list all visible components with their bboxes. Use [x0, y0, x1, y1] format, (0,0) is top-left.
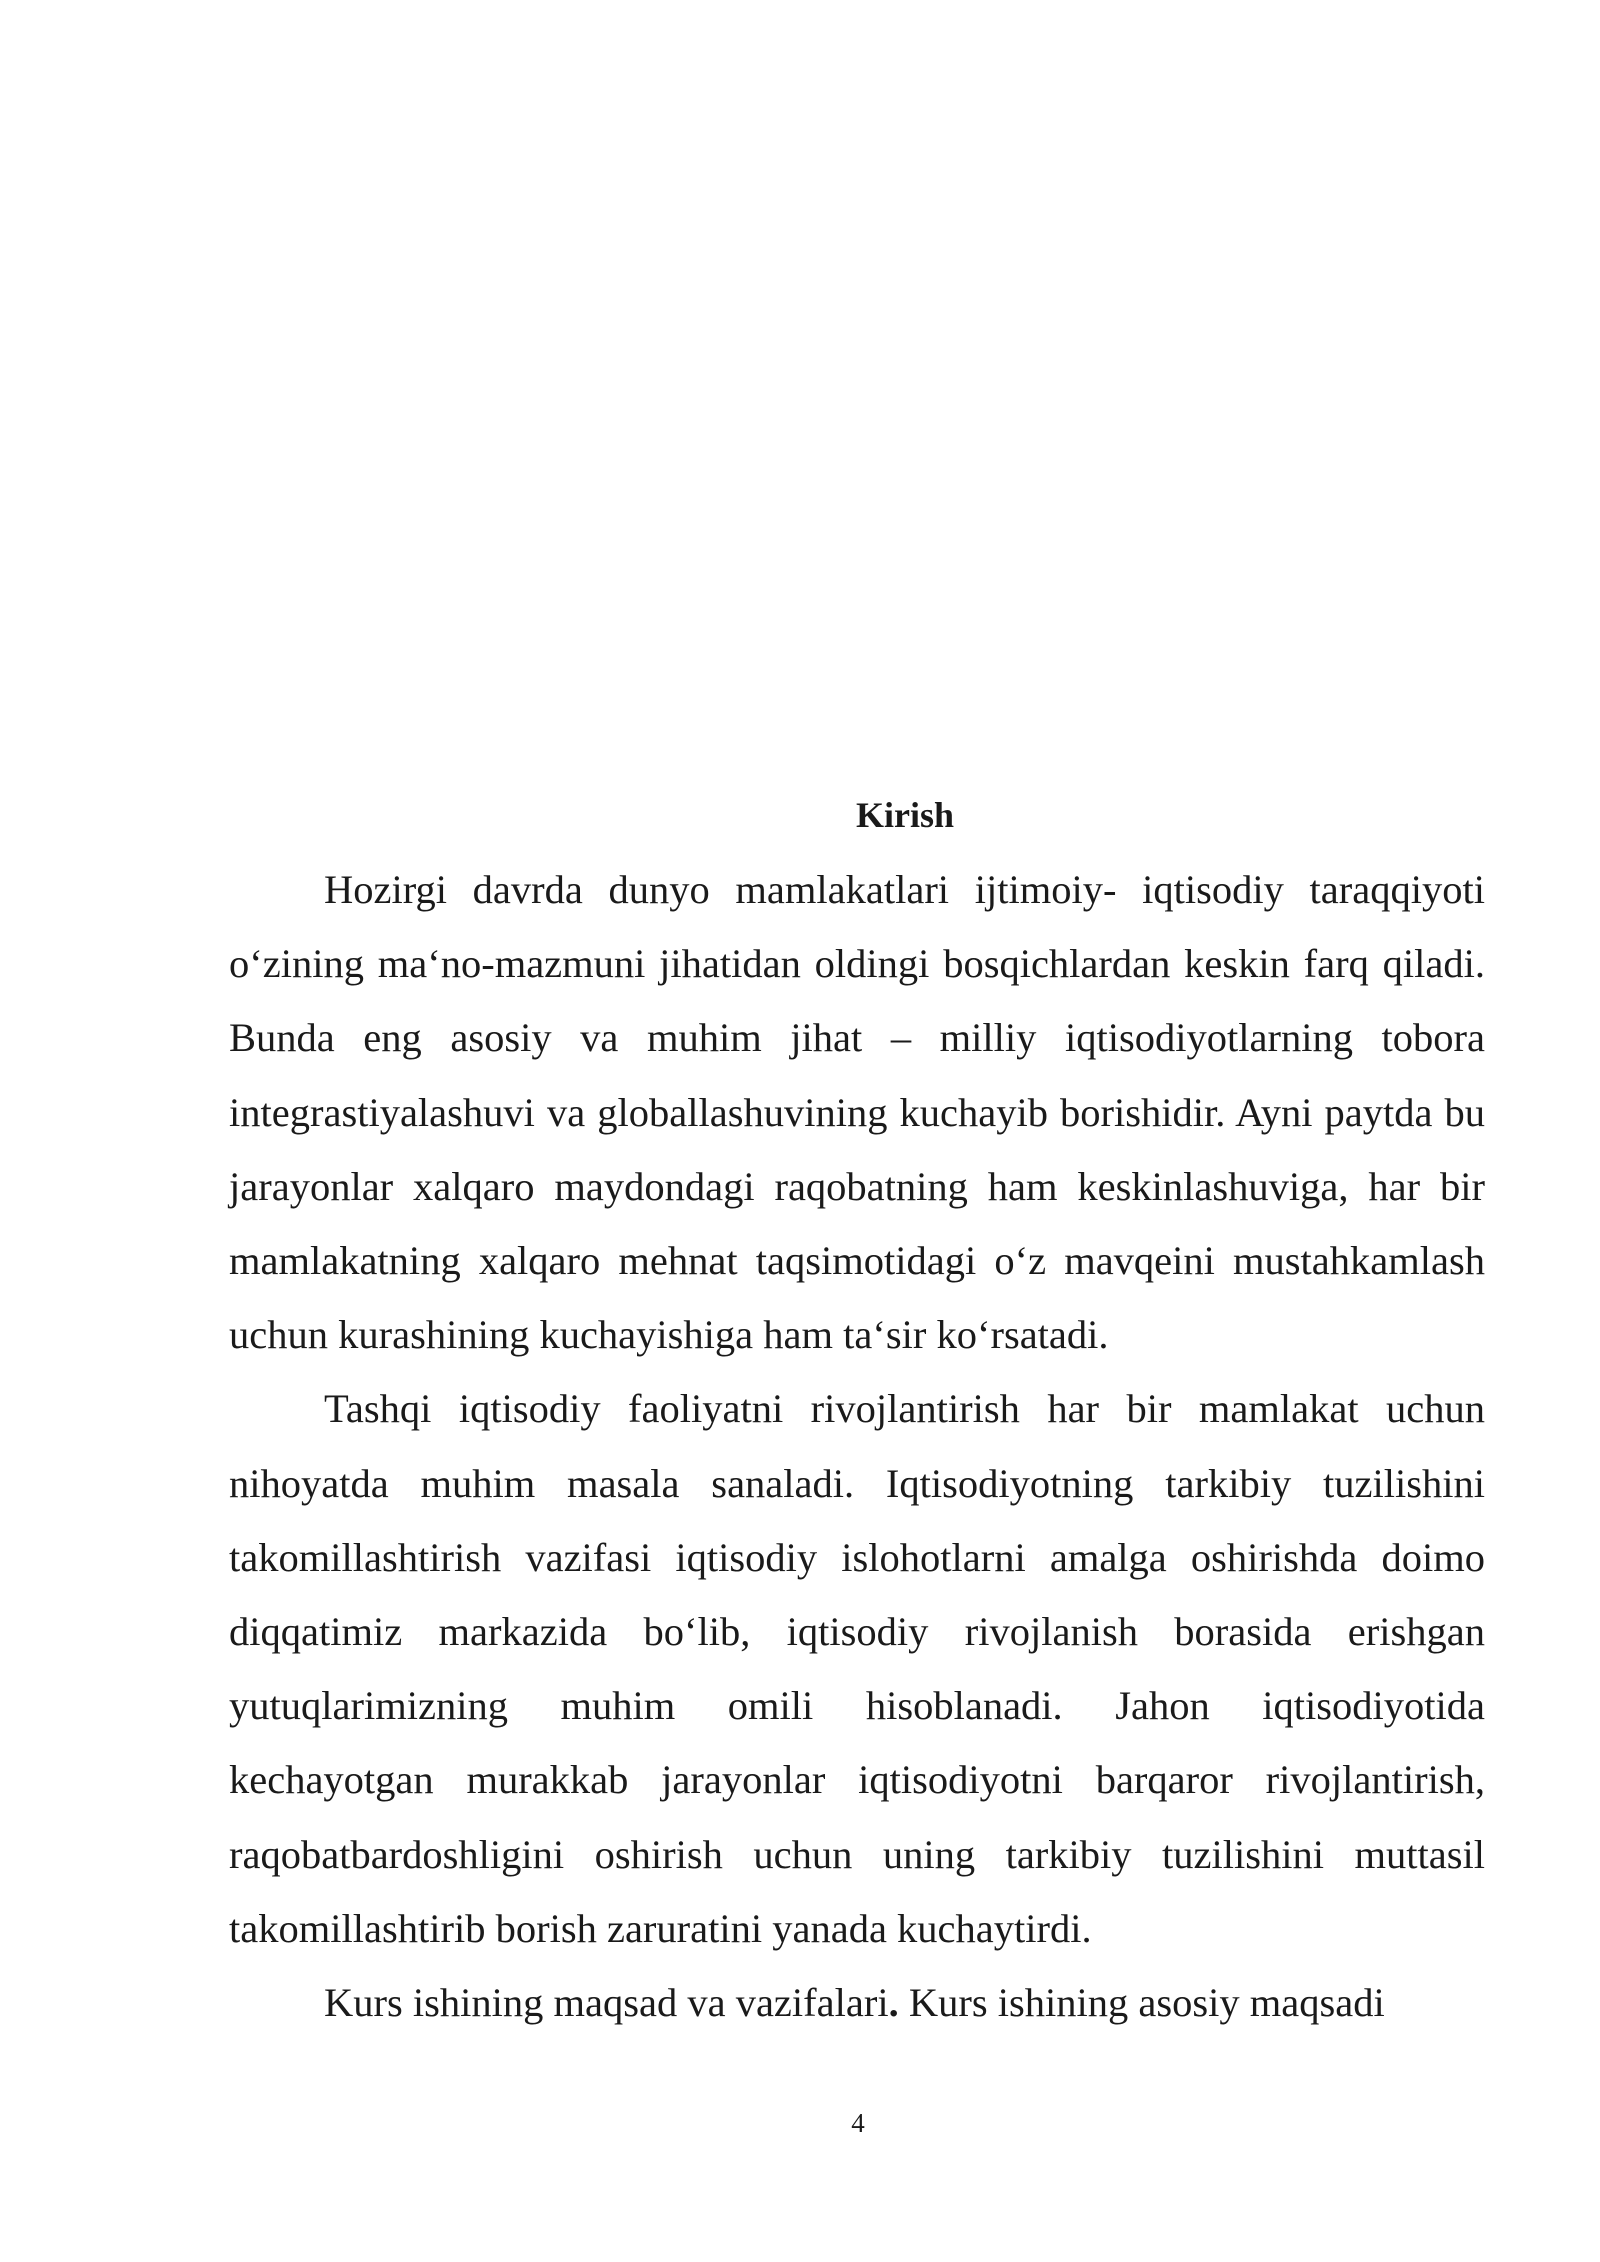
- paragraph-1: Hozirgi davrda dunyo mamlakatlari ijtimoiy- iqtisodiy taraqqiyoti o‘zining ma‘no-mazmuni jihatidan oldingi bosqichlardan keskin farq qiladi. Bunda eng asosiy va muhim jihat – milliy iqtisodiyotlarning tobora integrastiyalashuvi va globallashuvining kuchayib borishidir. Ayni paytda bu jarayonlar xalqaro maydondagi raqobatning ham keskinlashuviga, har bir mamlakatning xalqaro mehnat taqsimotidagi o‘z mavqeini mustahkamlash uchun kurashining kuchayishiga ham ta‘sir ko‘rsatadi.: [229, 867, 1485, 1358]
- body-text: [229, 853, 1485, 2040]
- paragraph-3: [229, 1966, 1485, 2040]
- paragraph-2: Tashqi iqtisodiy faoliyatni rivojlantirish har bir mamlakat uchun nihoyatda muhim masala sanaladi. Iqtisodiyotning tarkibiy tuzilishini takomillashtirish vazifasi iqtisodiy islohotlarni amalga oshirishda doimo diqqatimiz markazida bo‘lib, iqtisodiy rivojlanish borasida erishgan yutuqlarimizning muhim omili hisoblanadi. Jahon iqtisodiyotida kechayotgan murakkab jarayonlar iqtisodiyotni barqaror rivojlantirish, raqobatbardoshligini oshirish uchun uning tarkibiy tuzilishini muttasil takomillashtirib borish zaruratini yanada kuchaytirdi.: [229, 1386, 1485, 1951]
- section-title: Kirish: [855, 795, 954, 835]
- page-number: 4: [851, 2108, 865, 2138]
- paragraph-3-lead-punct: .: [888, 1980, 899, 2026]
- paragraph-3-text: Kurs ishining asosiy maqsadi: [898, 1980, 1385, 2026]
- paragraph-3-lead: Kurs ishining maqsad va vazifalari: [324, 1980, 889, 2026]
